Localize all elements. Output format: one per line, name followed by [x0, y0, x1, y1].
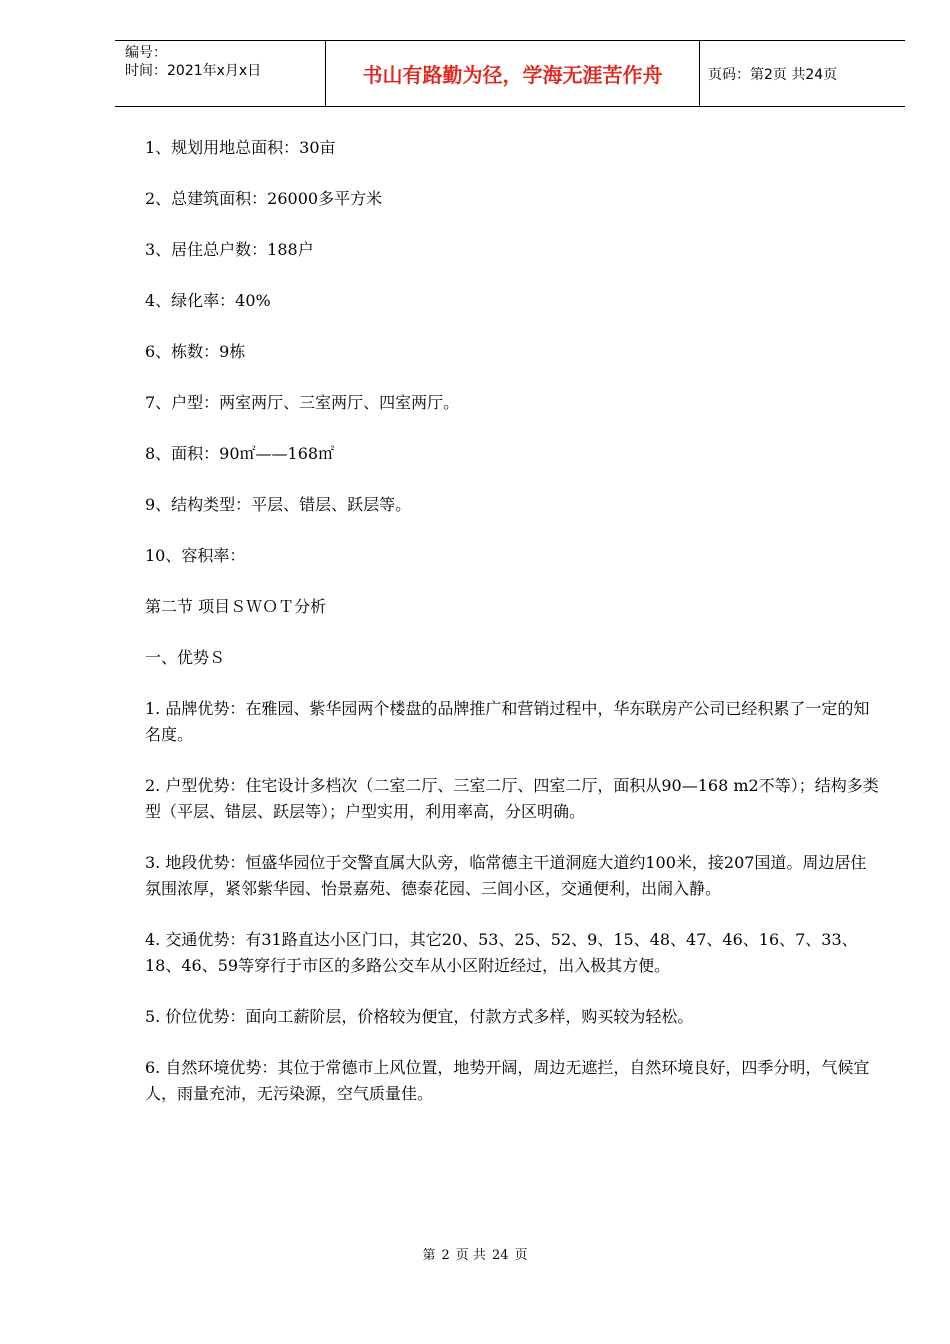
- footer-total-pages: 24: [491, 1248, 509, 1263]
- paragraph: 7、户型：两室两厅、三室两厅、四室两厅。: [145, 393, 460, 412]
- page-footer: [0, 1244, 950, 1263]
- paragraph: 3、居住总户数：188户: [145, 240, 314, 259]
- paragraph: 4、绿化率：40%: [145, 291, 271, 310]
- paragraph: 1、规划用地总面积：30亩: [145, 138, 336, 157]
- paragraph: 5. 价位优势：面向工薪阶层，价格较为便宜，付款方式多样，购买较为轻松。: [145, 1007, 694, 1026]
- document-number-label: 编号：: [125, 45, 167, 61]
- document-date: 时间：2021年x月x日: [125, 63, 262, 79]
- paragraph: 2. 户型优势：住宅设计多档次（二室二厅、三室二厅、四室二厅，面积从90—168 m2不等）；结构多类型（平层、错层、跃层等）；户型实用，利用率高，分区明确。: [145, 776, 879, 821]
- footer-middle: 页 共: [455, 1248, 486, 1263]
- paragraph: 4. 交通优势：有31路直达小区门口，其它20、53、25、52、9、15、48、47、46、16、7、33、18、46、59等穿行于市区的多路公交车从小区附近经过，出入极其方便。: [145, 930, 858, 975]
- header-motto: 书山有路勤为径，学海无涯苦作舟: [326, 41, 700, 107]
- header-page-info: 页码：第2页 共24页: [700, 41, 906, 107]
- page-header: [115, 40, 905, 107]
- paragraph: 6. 自然环境优势：其位于常德市上风位置，地势开阔，周边无遮拦，自然环境良好，四季分明，气候宜人，雨量充沛，无污染源，空气质量佳。: [145, 1058, 870, 1103]
- paragraph: 8、面积：90㎡——168㎡: [145, 444, 335, 463]
- paragraph: 6、栋数：9栋: [145, 342, 246, 361]
- footer-prefix: 第: [422, 1248, 436, 1263]
- document-body: [145, 135, 880, 1132]
- paragraph: 3. 地段优势：恒盛华园位于交警直属大队旁，临常德主干道洞庭大道约100米，接207国道。周边居住氛围浓厚，紧邻紫华园、怡景嘉苑、德泰花园、三闾小区，交通便利，出闹入静。: [145, 853, 867, 898]
- paragraph: 9、结构类型：平层、错层、跃层等。: [145, 495, 412, 514]
- footer-page-number: 2: [441, 1248, 450, 1263]
- paragraph: 1. 品牌优势：在雅园、紫华园两个楼盘的品牌推广和营销过程中，华东联房产公司已经积累了一定的知名度。: [145, 699, 870, 744]
- header-meta: [115, 41, 326, 107]
- subsection-heading: 一、优势Ｓ: [145, 648, 226, 667]
- paragraph: 2、总建筑面积：26000多平方米: [145, 189, 383, 208]
- paragraph: 10、容积率：: [145, 546, 246, 565]
- footer-suffix: 页: [514, 1248, 528, 1263]
- section-heading: 第二节 项目ＳＷＯＴ分析: [145, 597, 327, 616]
